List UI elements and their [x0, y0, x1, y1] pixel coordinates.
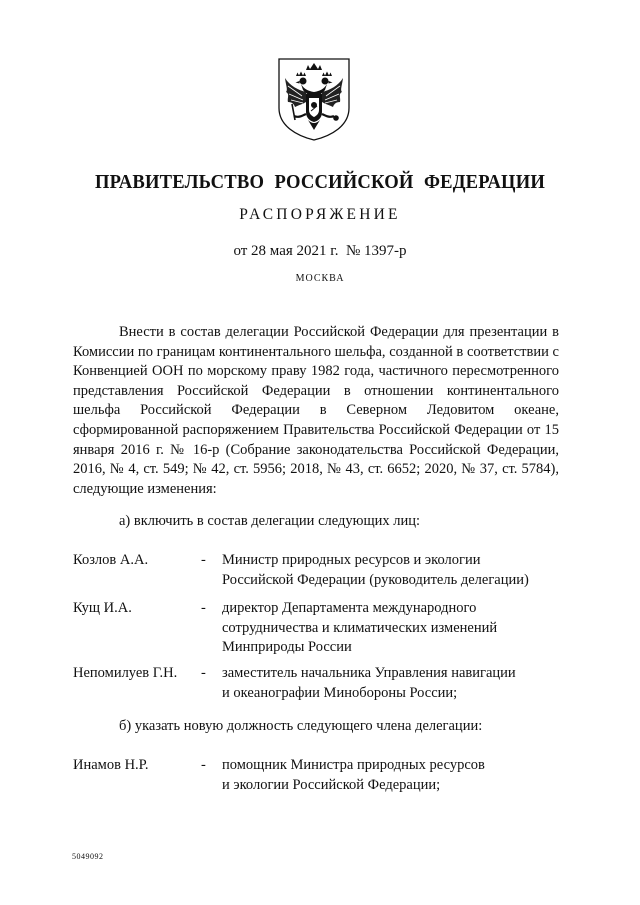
member-dash: -	[201, 757, 206, 773]
intro-block	[73, 323, 559, 499]
member-role: директор Департамента международного сотрудничества и климатических изменений Минприроды России	[222, 600, 498, 656]
point-b-text: б) указать новую должность следующего члена делегации:	[119, 718, 483, 734]
document-date-number: от 28 мая 2021 г. № 1397-р	[233, 243, 407, 259]
member-dash: -	[201, 600, 206, 616]
footer-document-code: 5049092	[72, 852, 104, 861]
coat-of-arms-icon	[276, 56, 352, 142]
member-name: Непомилуев Г.Н.	[73, 665, 178, 681]
intro-paragraph: Внести в состав делегации Российской Федерации для презентации в Комиссии по границам континентального шельфа, созданной в соответствии с Конвенцией ООН по морскому праву 1982 года, частичного пересмотренного представления Российской Федерации в отношении континентального шельфа Российской Федерации в Северном Ледовитом океане, сформированной распоряжением Правительства Российской Федерации от 15 января 2016 г. № 16-р (Собрание законодательства Российской Федерации, 2016, № 4, ст. 549; № 42, ст. 5956; 2018, № 43, ст. 6652; 2020, № 37, ст. 5784), следующие изменения:	[73, 324, 559, 497]
document-city: МОСКВА	[295, 273, 345, 284]
government-title: ПРАВИТЕЛЬСТВО РОССИЙСКОЙ ФЕДЕРАЦИИ	[94, 171, 546, 193]
document-type: РАСПОРЯЖЕНИЕ	[239, 206, 401, 223]
member-name: Инамов Н.Р.	[73, 757, 149, 773]
member-name: Козлов А.А.	[73, 552, 149, 568]
member-name: Кущ И.А.	[73, 600, 132, 616]
point-a-text: а) включить в состав делегации следующих лиц:	[119, 513, 421, 529]
member-role: Министр природных ресурсов и экологии Российской Федерации (руководитель делегации)	[222, 552, 529, 588]
member-role: помощник Министра природных ресурсов и экологии Российской Федерации;	[222, 757, 485, 793]
member-dash: -	[201, 665, 206, 681]
member-dash: -	[201, 552, 206, 568]
member-role: заместитель начальника Управления навигации и океанографии Минобороны России;	[222, 665, 516, 701]
